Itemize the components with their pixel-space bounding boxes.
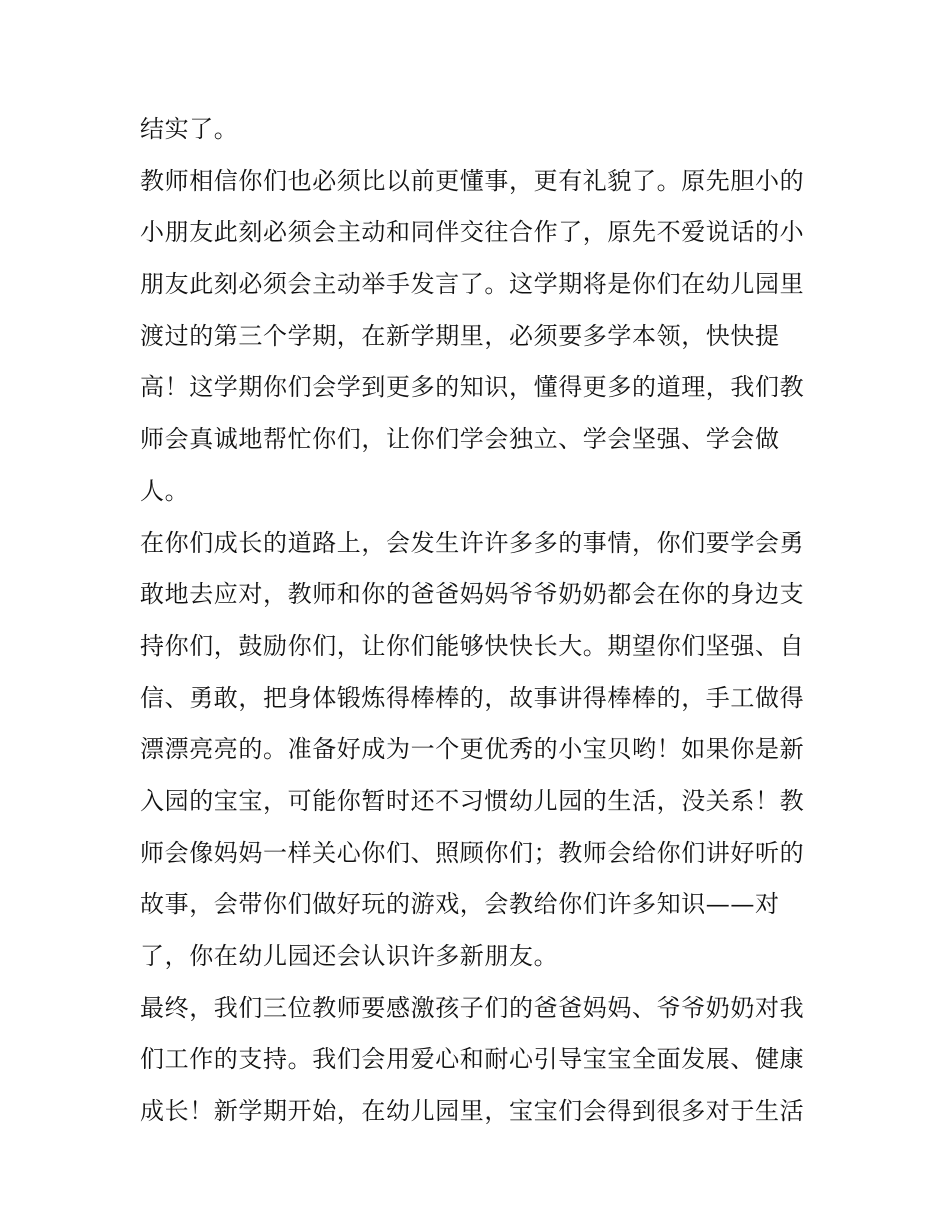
text-line: 敢地去应对，教师和你的爸爸妈妈爷爷奶奶都会在你的身边支 — [140, 580, 805, 609]
text-line: 故事，会带你们做好玩的游戏，会教给你们许多知识——对 — [140, 890, 780, 919]
text-line: 在你们成长的道路上，会发生许许多多的事情，你们要学会勇 — [140, 528, 805, 557]
document-body — [140, 104, 820, 1138]
text-line: 朋友此刻必须会主动举手发言了。这学期将是你们在幼儿园里 — [140, 270, 805, 299]
text-line: 了，你在幼儿园还会认识许多新朋友。 — [140, 942, 559, 970]
text-line: 渡过的第三个学期，在新学期里，必须要多学本领，快快提 — [140, 321, 780, 350]
text-line: 师会真诚地帮忙你们，让你们学会独立、学会坚强、学会做 — [140, 425, 780, 454]
text-line: 师会像妈妈一样关心你们、照顾你们；教师会给你们讲好听的 — [140, 838, 805, 867]
text-line: 最终，我们三位教师要感激孩子们的爸爸妈妈、爷爷奶奶对我 — [140, 993, 805, 1022]
text-line: 持你们，鼓励你们，让你们能够快快长大。期望你们坚强、自 — [140, 631, 805, 660]
text-line: 小朋友此刻必须会主动和同伴交往合作了，原先不爱说话的小 — [140, 218, 805, 247]
text-line: 教师相信你们也必须比以前更懂事，更有礼貌了。原先胆小的 — [140, 166, 805, 195]
text-line: 漂漂亮亮的。准备好成为一个更优秀的小宝贝哟！如果你是新 — [140, 735, 805, 764]
text-line: 高！这学期你们会学到更多的知识，懂得更多的道理，我们教 — [140, 373, 805, 402]
text-line: 信、勇敢，把身体锻炼得棒棒的，故事讲得棒棒的，手工做得 — [140, 683, 805, 712]
text-line: 们工作的支持。我们会用爱心和耐心引导宝宝全面发展、健康 — [140, 1045, 805, 1074]
text-line: 结实了。 — [140, 115, 239, 143]
text-line: 人。 — [140, 476, 190, 505]
text-line: 入园的宝宝，可能你暂时还不习惯幼儿园的生活，没关系！教 — [140, 786, 805, 815]
text-line: 成长！新学期开始，在幼儿园里，宝宝们会得到很多对于生活 — [140, 1097, 805, 1126]
